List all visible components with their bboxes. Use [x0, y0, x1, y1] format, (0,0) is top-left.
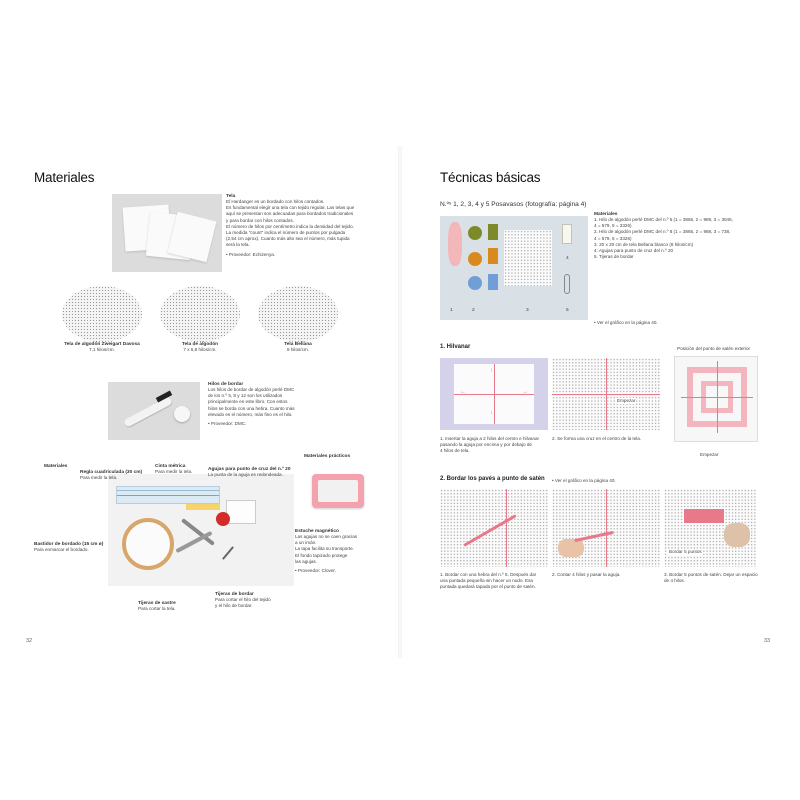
hilos-line: de los n.º 5, 8 y 12 son los utilizados — [208, 393, 283, 399]
label-bastidor — [34, 542, 103, 553]
photo-num: 4 — [566, 256, 569, 261]
tools-photo — [108, 474, 294, 586]
material-item: 4. Agujas para punto de cruz del n.º 20 — [594, 248, 674, 254]
hilos-text-block — [208, 382, 338, 427]
ver-grafico-note: • Ver el gráfico en la página 40. — [594, 320, 658, 325]
tela-provider: • Proveedor: Echizenya. — [226, 251, 276, 257]
caption-line: 4 hilos de tela. — [440, 448, 470, 454]
material-item: 5. Tijeras de bordar — [594, 254, 634, 260]
tela-line: El número de hilos por centímetro indica la densidad del tejido. — [226, 223, 354, 229]
hilos-line: elevado es el número, más fino es el hilo. — [208, 411, 293, 417]
material-item: 3. 20 x 20 cm de tela Bellana blanco (8 hilos/cm) — [594, 241, 694, 247]
hilos-line: hilos se borda con una hebra. Cuanto más — [208, 405, 295, 411]
label-tijeras-bordar — [215, 592, 271, 609]
tela-line: Es fundamental elegir una tela con tejido regular. Las telas que — [226, 205, 355, 211]
step2-caption2: 2. Contar 4 hilos y pasar la aguja. — [552, 572, 621, 577]
tela-line: será la tela. — [226, 242, 250, 248]
photo-num: 5 — [566, 308, 569, 313]
tool-name: Tijeras de bordar — [215, 592, 254, 597]
fabric-swatch-algodon — [160, 286, 240, 342]
tela-line: y para bordar con hilos contados. — [226, 217, 294, 223]
page-title-tecnicas: Técnicas básicas — [440, 170, 541, 185]
empezar-label: Empezar — [617, 398, 636, 403]
chart-title: Posición del punto de satén exterior — [677, 346, 751, 351]
basting-photo: ↑ ↓ ← → — [440, 358, 548, 430]
label-tijeras-sastre — [138, 601, 176, 612]
hilos-heading: Hilos de bordar — [208, 382, 244, 387]
step1-caption1 — [440, 436, 548, 455]
cross-photo — [552, 358, 660, 430]
hilos-line: principalmente en este libro. Con estos — [208, 399, 288, 405]
tool-desc: a un imán. — [295, 540, 317, 546]
caption-line: 1. Bordar con una hebra del n.º 5. Después dar — [440, 572, 537, 577]
satin-chart — [674, 356, 758, 442]
fabric-label-bellana — [248, 342, 348, 353]
tool-desc: Para medir la tela. — [155, 469, 193, 474]
fabric-name: Tela de algodón — [181, 342, 219, 347]
hilos-provider: • Proveedor: DMC. — [208, 421, 247, 427]
fabric-count: 8 hilos/cm. — [287, 347, 309, 352]
materials-heading: Materiales — [594, 212, 618, 217]
photo-num: 2 — [472, 308, 475, 313]
thread-photo — [108, 382, 200, 440]
page-title-materiales: Materiales — [34, 170, 95, 185]
materials-list — [594, 212, 780, 260]
tool-name: Tijeras de sastre — [138, 601, 176, 606]
step2-caption1 — [440, 572, 550, 591]
fabric-swatch-davosa — [62, 286, 142, 342]
fabric-swatch-bellana — [258, 286, 338, 342]
fabric-square — [504, 230, 552, 286]
tela-line: (2,54 cm aprox). Cuanto más alto sea el número, más tupida — [226, 236, 350, 242]
tela-text-block — [226, 194, 394, 258]
tool-desc: las agujas. — [295, 558, 317, 564]
hoop-shape — [122, 518, 174, 570]
tool-desc: El fondo tapizado protege — [295, 552, 348, 558]
blue-skein — [468, 276, 482, 290]
tool-desc: Para cortar el hilo del tejido — [215, 597, 271, 602]
tela-line: aquí se presentan son adecuadas para bordados tradicionales — [226, 211, 354, 217]
fabric-name: Tela de algodón Zweigart Davosa — [64, 342, 140, 347]
tool-name: Cinta métrica — [155, 464, 186, 469]
caption-line: puntada quedará tapada por el punto de satén. — [440, 584, 536, 590]
tool-name: Agujas para punto de cruz del n.º 20 — [208, 467, 291, 472]
page-number-right: 33 — [764, 638, 771, 644]
fabric-label-davosa — [52, 342, 152, 353]
step2-ver-grafico: • Ver el gráfico en la página 40. — [552, 478, 616, 483]
tool-desc: La tapa facilita su transporte. — [295, 546, 354, 552]
materials-photo — [440, 216, 588, 320]
step2-title: 2. Bordar los pavés a punto de satén — [440, 476, 545, 482]
label-estuche — [295, 529, 381, 574]
step2-caption3 — [664, 572, 774, 584]
tela-line: La medida "count" indica el número de puntos por pulgada — [226, 230, 346, 236]
needle-case-photo — [312, 474, 364, 508]
tool-desc: Para cortar la tela. — [138, 606, 176, 611]
materiales-label: Materiales — [44, 464, 68, 469]
fabric-name: Tela Bellana — [284, 342, 312, 347]
tool-name: Estuche magnético — [295, 529, 339, 534]
fabric-count: 7,1 hilos/cm. — [89, 347, 115, 352]
caption-line: 3. Bordar 5 puntos de satén. Dejar un espacio — [664, 572, 758, 577]
photo-num: 1 — [450, 308, 453, 313]
caption-line: 1. Insertar la aguja a 2 hilos del centro e hilvanar — [440, 436, 540, 441]
fabric-label-algodon — [150, 342, 250, 353]
right-page — [402, 146, 788, 658]
fabric-count: 7 x 6,8 hilos/cm. — [183, 347, 217, 352]
photo-num: 3 — [526, 308, 529, 313]
satin-step3-photo — [664, 489, 756, 567]
material-item: 2. Hilo de algodón perlé DMC del n.º 8 (1 = 3865, 2 = 988, 3 = 738, — [594, 229, 731, 235]
left-page — [12, 146, 398, 658]
label-cinta — [155, 464, 192, 475]
satin-step1-photo — [440, 489, 548, 567]
fabric-photo — [112, 194, 222, 272]
chart-empezar: Empezar — [700, 452, 719, 457]
tool-desc: Para enmarcar el bordado. — [34, 547, 89, 552]
tool-desc: y el hilo de bordar. — [215, 603, 253, 609]
page-number-left: 32 — [26, 638, 33, 644]
label-agujas — [208, 467, 291, 478]
hilos-line: Los hilos de bordar de algodón perlé DMC — [208, 387, 295, 392]
orange-skein — [468, 252, 482, 266]
project-heading: N.ºˢ 1, 2, 3, 4 y 5 Posavasos (fotografía: página 4) — [440, 201, 587, 208]
book-spread — [12, 146, 788, 658]
ruler-shape — [116, 486, 220, 504]
caption-line: de 4 hilos. — [664, 578, 685, 584]
step1-caption2: 2. Se forma una cruz en el centro de la tela. — [552, 436, 642, 441]
tela-line: El Hardanger es un bordado con hilos contados. — [226, 199, 325, 204]
tool-desc: Las agujas no se caen gracias — [295, 534, 358, 539]
material-item: 4 = 579, 5 = 3326) — [594, 235, 632, 241]
materiales-practicos-label: Materiales prácticos — [304, 454, 351, 459]
tool-desc: La punta de la aguja es redondeada. — [208, 472, 283, 477]
tool-provider: • Proveedor: Clover. — [295, 568, 336, 574]
tool-desc: Para medir la tela. — [80, 475, 118, 480]
label-regla — [80, 470, 142, 481]
pink-skein — [448, 222, 462, 266]
caption-line: pasando la aguja por encima y por debajo de — [440, 442, 532, 448]
caption-line: una puntada pequeña sin hacer un nudo. Esa — [440, 578, 533, 584]
material-item: 4 = 579, 5 = 3326) — [594, 223, 632, 229]
tool-name: Regla cuadriculada (30 cm) — [80, 470, 143, 475]
bordar-label: Bordar 5 puntos — [669, 549, 702, 554]
green-skein — [468, 226, 482, 240]
tool-name: Bastidor de bordado (15 cm ø) — [34, 542, 104, 547]
tela-heading: Tela — [226, 194, 236, 199]
satin-step2-photo — [552, 489, 660, 567]
material-item: 1. Hilo de algodón perlé DMC del n.º 5 (1 = 3865, 2 = 989, 3 = 3046, — [594, 217, 733, 222]
step1-title: 1. Hilvanar — [440, 344, 471, 350]
